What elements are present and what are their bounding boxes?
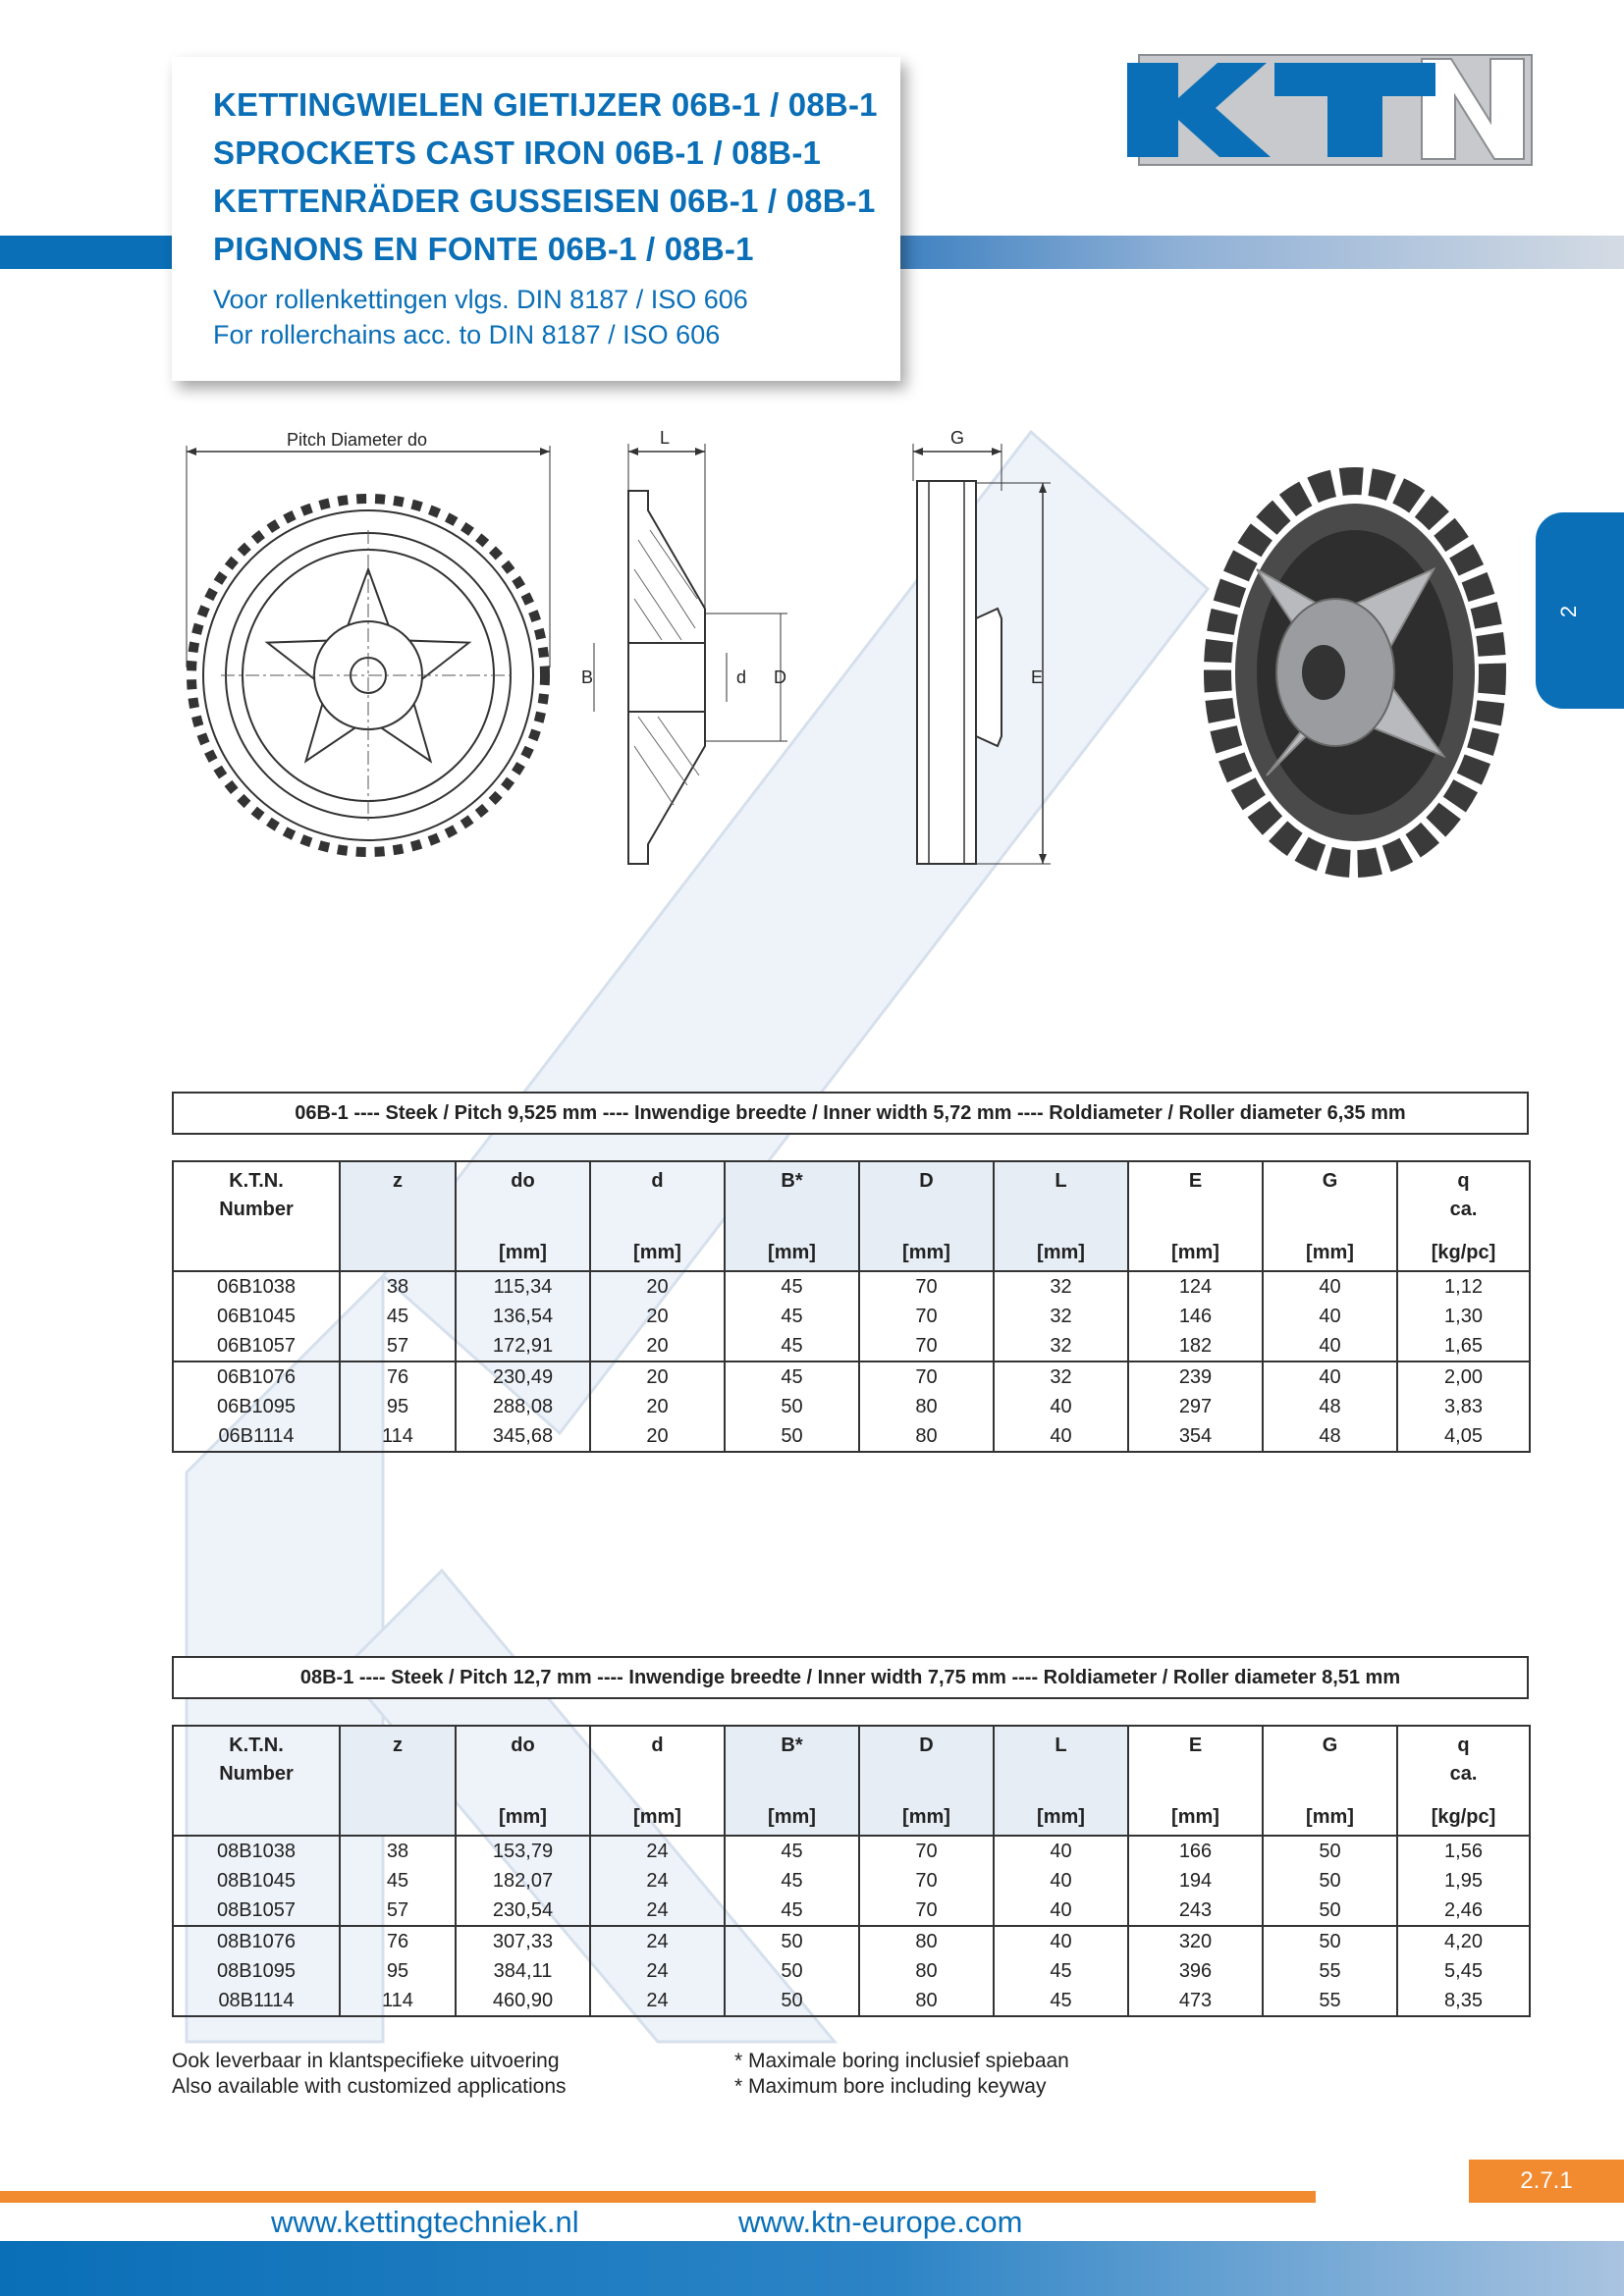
col-d-hub: D [mm] bbox=[859, 1726, 994, 1836]
cell: 40 bbox=[994, 1926, 1128, 1956]
cell: 2,00 bbox=[1397, 1362, 1530, 1392]
cell: 32 bbox=[994, 1362, 1128, 1392]
dimension-d-bore-label: d bbox=[736, 667, 747, 687]
cell: 45 bbox=[725, 1362, 859, 1392]
cell: 40 bbox=[994, 1392, 1128, 1421]
cell: 194 bbox=[1128, 1866, 1263, 1896]
table-row bbox=[173, 1271, 1530, 1302]
cell: 08B1114 bbox=[173, 1986, 340, 2016]
table-row bbox=[173, 1836, 1530, 1866]
cell: 45 bbox=[340, 1302, 456, 1331]
cell: 06B1114 bbox=[173, 1421, 340, 1452]
cell: 243 bbox=[1128, 1896, 1263, 1926]
cell: 24 bbox=[590, 1836, 725, 1866]
cell: 20 bbox=[590, 1392, 725, 1421]
cell: 70 bbox=[859, 1271, 994, 1302]
cell: 396 bbox=[1128, 1956, 1263, 1986]
cell: 06B1095 bbox=[173, 1392, 340, 1421]
cell: 80 bbox=[859, 1956, 994, 1986]
cell: 70 bbox=[859, 1896, 994, 1926]
col-l: L [mm] bbox=[994, 1726, 1128, 1836]
title-english: SPROCKETS CAST IRON 06B-1 / 08B-1 bbox=[213, 134, 822, 171]
cell: 354 bbox=[1128, 1421, 1263, 1452]
cell: 95 bbox=[340, 1392, 456, 1421]
cell: 08B1076 bbox=[173, 1926, 340, 1956]
cell: 70 bbox=[859, 1836, 994, 1866]
cell: 38 bbox=[340, 1271, 456, 1302]
note-bore-nl: * Maximale boring inclusief spiebaan bbox=[734, 2050, 1069, 2072]
col-e: E [mm] bbox=[1128, 1161, 1263, 1271]
cell: 172,91 bbox=[456, 1331, 590, 1362]
title-german: KETTENRÄDER GUSSEISEN 06B-1 / 08B-1 bbox=[213, 183, 876, 219]
cell: 76 bbox=[340, 1362, 456, 1392]
cell: 230,49 bbox=[456, 1362, 590, 1392]
cell: 239 bbox=[1128, 1362, 1263, 1392]
cell: 1,12 bbox=[1397, 1271, 1530, 1302]
cell: 320 bbox=[1128, 1926, 1263, 1956]
cell: 08B1038 bbox=[173, 1836, 340, 1866]
col-b: B* [mm] bbox=[725, 1726, 859, 1836]
table-06b-caption: 06B-1 ---- Steek / Pitch 9,525 mm ---- Inwendige breedte / Inner width 5,72 mm ---- Roldiameter / Roller diameter 6,35 mm bbox=[172, 1092, 1529, 1135]
table-08b-caption: 08B-1 ---- Steek / Pitch 12,7 mm ---- Inwendige breedte / Inner width 7,75 mm ---- Roldiameter / Roller diameter 8,51 mm bbox=[172, 1656, 1529, 1699]
cell: 70 bbox=[859, 1302, 994, 1331]
table-row bbox=[173, 1866, 1530, 1896]
cell: 297 bbox=[1128, 1392, 1263, 1421]
footer-orange-bar bbox=[0, 2191, 1316, 2203]
cell: 1,56 bbox=[1397, 1836, 1530, 1866]
cell: 3,83 bbox=[1397, 1392, 1530, 1421]
cell: 06B1076 bbox=[173, 1362, 340, 1392]
cell: 50 bbox=[725, 1392, 859, 1421]
col-ktn-number: K.T.N. Number bbox=[173, 1726, 340, 1836]
cell: 20 bbox=[590, 1331, 725, 1362]
cell: 50 bbox=[725, 1926, 859, 1956]
subtitle-dutch: Voor rollenkettingen vlgs. DIN 8187 / ISO 606 bbox=[213, 285, 748, 314]
chapter-tab[interactable] bbox=[1536, 512, 1624, 709]
cell: 45 bbox=[725, 1836, 859, 1866]
cell: 50 bbox=[725, 1986, 859, 2016]
link-kettingtechniek[interactable]: www.kettingtechniek.nl bbox=[271, 2205, 579, 2239]
table-08b bbox=[172, 1725, 1531, 2017]
subtitle-english: For rollerchains acc. to DIN 8187 / ISO 606 bbox=[213, 320, 721, 349]
header-band-left bbox=[0, 236, 177, 269]
cell: 20 bbox=[590, 1362, 725, 1392]
cell: 80 bbox=[859, 1986, 994, 2016]
cell: 76 bbox=[340, 1926, 456, 1956]
cell: 166 bbox=[1128, 1836, 1263, 1866]
cell: 114 bbox=[340, 1986, 456, 2016]
cell: 50 bbox=[1263, 1836, 1397, 1866]
cell: 384,11 bbox=[456, 1956, 590, 1986]
cell: 40 bbox=[994, 1421, 1128, 1452]
cell: 48 bbox=[1263, 1392, 1397, 1421]
cell: 40 bbox=[994, 1866, 1128, 1896]
col-do: do [mm] bbox=[456, 1726, 590, 1836]
cell: 50 bbox=[1263, 1896, 1397, 1926]
cell: 80 bbox=[859, 1392, 994, 1421]
cell: 32 bbox=[994, 1271, 1128, 1302]
cell: 45 bbox=[725, 1866, 859, 1896]
dimension-b-label: B bbox=[581, 667, 594, 687]
table-row bbox=[173, 1896, 1530, 1926]
table-row bbox=[173, 1956, 1530, 1986]
cell: 06B1038 bbox=[173, 1271, 340, 1302]
cell: 24 bbox=[590, 1926, 725, 1956]
table-row bbox=[173, 1392, 1530, 1421]
sprocket-section-view bbox=[579, 432, 815, 874]
cell: 40 bbox=[1263, 1331, 1397, 1362]
dimension-g-label: G bbox=[950, 428, 965, 448]
cell: 50 bbox=[1263, 1866, 1397, 1896]
cell: 345,68 bbox=[456, 1421, 590, 1452]
cell: 50 bbox=[1263, 1926, 1397, 1956]
title-card bbox=[172, 57, 900, 381]
cell: 70 bbox=[859, 1866, 994, 1896]
cell: 80 bbox=[859, 1926, 994, 1956]
cell: 182 bbox=[1128, 1331, 1263, 1362]
cell: 182,07 bbox=[456, 1866, 590, 1896]
title-dutch: KETTINGWIELEN GIETIJZER 06B-1 / 08B-1 bbox=[213, 86, 878, 123]
cell: 80 bbox=[859, 1421, 994, 1452]
page-number: 2.7.1 bbox=[1469, 2160, 1624, 2203]
cell: 40 bbox=[994, 1896, 1128, 1926]
cell: 24 bbox=[590, 1986, 725, 2016]
table-06b bbox=[172, 1160, 1531, 1453]
table-row bbox=[173, 1362, 1530, 1392]
cell: 38 bbox=[340, 1836, 456, 1866]
dimension-l-label: L bbox=[660, 428, 671, 448]
cell: 473 bbox=[1128, 1986, 1263, 2016]
cell: 460,90 bbox=[456, 1986, 590, 2016]
col-g: G [mm] bbox=[1263, 1161, 1397, 1271]
col-d: d [mm] bbox=[590, 1726, 725, 1836]
col-z: z bbox=[340, 1726, 456, 1836]
cell: 115,34 bbox=[456, 1271, 590, 1302]
note-bore-en: * Maximum bore including keyway bbox=[734, 2075, 1047, 2098]
cell: 24 bbox=[590, 1866, 725, 1896]
cell: 50 bbox=[725, 1956, 859, 1986]
header-band-right bbox=[884, 236, 1624, 269]
cell: 45 bbox=[725, 1302, 859, 1331]
cell: 124 bbox=[1128, 1271, 1263, 1302]
cell: 70 bbox=[859, 1362, 994, 1392]
cell: 57 bbox=[340, 1331, 456, 1362]
cell: 146 bbox=[1128, 1302, 1263, 1331]
link-ktn-europe[interactable]: www.ktn-europe.com bbox=[738, 2205, 1023, 2239]
cell: 08B1045 bbox=[173, 1866, 340, 1896]
cell: 45 bbox=[725, 1271, 859, 1302]
cell: 45 bbox=[994, 1986, 1128, 2016]
cell: 114 bbox=[340, 1421, 456, 1452]
cell: 57 bbox=[340, 1896, 456, 1926]
pitch-diameter-label: Pitch Diameter do bbox=[287, 430, 428, 450]
col-e: E [mm] bbox=[1128, 1726, 1263, 1836]
cell: 45 bbox=[725, 1331, 859, 1362]
cell: 307,33 bbox=[456, 1926, 590, 1956]
cell: 32 bbox=[994, 1302, 1128, 1331]
cell: 20 bbox=[590, 1271, 725, 1302]
sprocket-front-view bbox=[177, 432, 560, 874]
cell: 08B1057 bbox=[173, 1896, 340, 1926]
sprocket-3d-render bbox=[1198, 461, 1512, 883]
cell: 40 bbox=[994, 1836, 1128, 1866]
cell: 8,35 bbox=[1397, 1986, 1530, 2016]
col-g: G [mm] bbox=[1263, 1726, 1397, 1836]
col-l: L [mm] bbox=[994, 1161, 1128, 1271]
ktn-logo bbox=[1127, 53, 1536, 167]
cell: 40 bbox=[1263, 1362, 1397, 1392]
cell: 48 bbox=[1263, 1421, 1397, 1452]
note-custom-nl: Ook leverbaar in klantspecifieke uitvoering bbox=[172, 2050, 560, 2072]
cell: 2,46 bbox=[1397, 1896, 1530, 1926]
cell: 45 bbox=[340, 1866, 456, 1896]
cell: 288,08 bbox=[456, 1392, 590, 1421]
cell: 40 bbox=[1263, 1271, 1397, 1302]
dimension-e-label: E bbox=[1031, 667, 1044, 687]
cell: 40 bbox=[1263, 1302, 1397, 1331]
title-french: PIGNONS EN FONTE 06B-1 / 08B-1 bbox=[213, 231, 754, 267]
table-row bbox=[173, 1986, 1530, 2016]
col-d: d [mm] bbox=[590, 1161, 725, 1271]
table-row bbox=[173, 1302, 1530, 1331]
col-q: q ca. [kg/pc] bbox=[1397, 1726, 1530, 1836]
cell: 06B1045 bbox=[173, 1302, 340, 1331]
sprocket-side-view bbox=[903, 432, 1060, 883]
cell: 08B1095 bbox=[173, 1956, 340, 1986]
cell: 1,65 bbox=[1397, 1331, 1530, 1362]
cell: 06B1057 bbox=[173, 1331, 340, 1362]
cell: 55 bbox=[1263, 1956, 1397, 1986]
cell: 230,54 bbox=[456, 1896, 590, 1926]
cell: 4,20 bbox=[1397, 1926, 1530, 1956]
table-row bbox=[173, 1331, 1530, 1362]
cell: 153,79 bbox=[456, 1836, 590, 1866]
cell: 20 bbox=[590, 1302, 725, 1331]
cell: 45 bbox=[994, 1956, 1128, 1986]
cell: 20 bbox=[590, 1421, 725, 1452]
col-z: z bbox=[340, 1161, 456, 1271]
chapter-number: 2 bbox=[1556, 605, 1582, 618]
cell: 136,54 bbox=[456, 1302, 590, 1331]
cell: 5,45 bbox=[1397, 1956, 1530, 1986]
cell: 24 bbox=[590, 1956, 725, 1986]
cell: 1,95 bbox=[1397, 1866, 1530, 1896]
cell: 95 bbox=[340, 1956, 456, 1986]
cell: 32 bbox=[994, 1331, 1128, 1362]
cell: 45 bbox=[725, 1896, 859, 1926]
cell: 70 bbox=[859, 1331, 994, 1362]
note-custom-en: Also available with customized applications bbox=[172, 2075, 567, 2098]
table-header-row bbox=[173, 1161, 1530, 1271]
cell: 24 bbox=[590, 1896, 725, 1926]
col-ktn-number: K.T.N. Number bbox=[173, 1161, 340, 1271]
dimension-d-hub-label: D bbox=[774, 667, 786, 687]
cell: 50 bbox=[725, 1421, 859, 1452]
cell: 55 bbox=[1263, 1986, 1397, 2016]
col-b: B* [mm] bbox=[725, 1161, 859, 1271]
footer-blue-bar bbox=[0, 2241, 1624, 2296]
table-header-row bbox=[173, 1726, 1530, 1836]
col-do: do [mm] bbox=[456, 1161, 590, 1271]
table-row bbox=[173, 1926, 1530, 1956]
table-row bbox=[173, 1421, 1530, 1452]
col-d-hub: D [mm] bbox=[859, 1161, 994, 1271]
cell: 4,05 bbox=[1397, 1421, 1530, 1452]
cell: 1,30 bbox=[1397, 1302, 1530, 1331]
col-q: q ca. [kg/pc] bbox=[1397, 1161, 1530, 1271]
